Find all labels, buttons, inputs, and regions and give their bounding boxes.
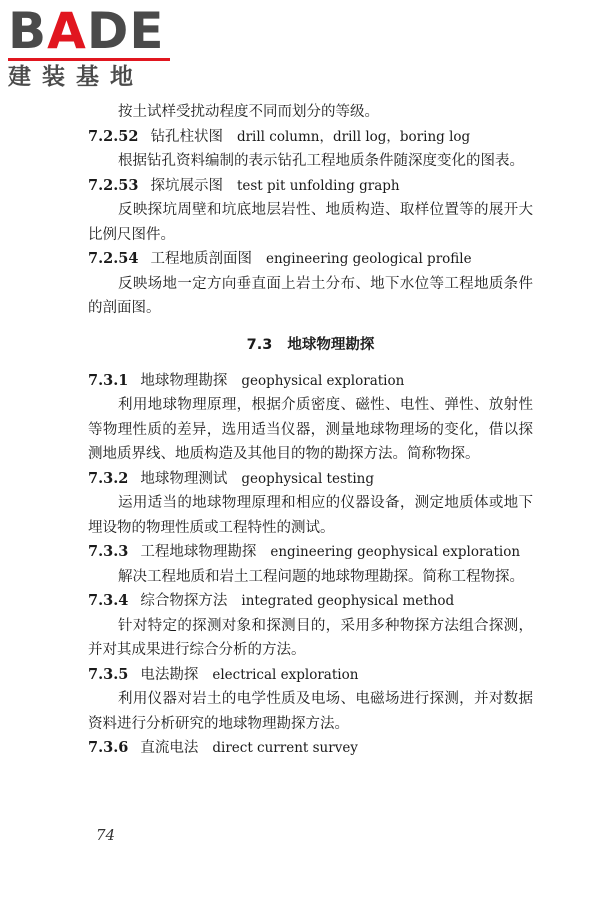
term-number: 7.3.2 [88, 469, 129, 487]
term-chinese-name: 综合物探方法 [140, 593, 228, 609]
page-content [88, 100, 533, 761]
logo-wordmark: BADE [8, 2, 165, 60]
term-entry [88, 174, 533, 199]
term-definition: 运用适当的地球物理原理和相应的仪器设备，测定地质体或地下埋设物的物理性质或工程特性的测试。 [88, 495, 533, 536]
term-definition: 反映探坑周壁和坑底地层岩性、地质构造、取样位置等的展开大比例尺图件。 [88, 202, 533, 243]
term-english-name: drill column，drill log，boring log [236, 128, 471, 145]
term-definition: 反映场地一定方向垂直面上岩土分布、地下水位等工程地质条件的剖面图。 [88, 275, 533, 316]
term-number: 7.2.53 [88, 176, 139, 194]
term-english-name: engineering geophysical exploration [270, 544, 521, 560]
term-english-name: geophysical exploration [241, 372, 405, 389]
term-entry [88, 467, 533, 492]
term-number: 7.2.52 [88, 127, 139, 145]
term-chinese-name: 直流电法 [140, 740, 199, 756]
term-number: 7.3.5 [88, 665, 129, 683]
term-number: 7.3.3 [88, 543, 129, 560]
term-number: 7.3.1 [88, 371, 129, 389]
term-chinese-name: 工程地球物理勘探 [140, 544, 257, 560]
term-definition: 利用地球物理原理，根据介质密度、磁性、电性、弹性、放射性等物理性质的差异，选用适当仪器，测量地球物理场的变化，借以探测地质界线、地质构造及其他目的物的勘探方法。简称物探。 [88, 397, 533, 462]
term-definition: 根据钻孔资料编制的表示钻孔工程地质条件随深度变化的图表。 [118, 153, 524, 169]
term-definition: 针对特定的探测对象和探测目的，采用多种物探方法组合探测，并对其成果进行综合分析的方法。 [88, 617, 533, 658]
term-chinese-name: 电法勘探 [140, 666, 199, 683]
term-entry [88, 540, 533, 565]
term-english-name: engineering geological profile [265, 251, 472, 267]
term-number: 7.3.4 [88, 592, 129, 609]
term-chinese-name: 钻孔柱状图 [150, 128, 223, 145]
page-number: 74 [96, 826, 116, 844]
term-chinese-name: 地球物理测试 [140, 470, 228, 487]
term-entry [88, 663, 533, 688]
intro-paragraph: 按土试样受扰动程度不同而划分的等级。 [118, 104, 379, 120]
term-definition: 解决工程地质和岩土工程问题的地球物理勘探。简称工程物探。 [118, 568, 524, 585]
term-definition: 利用仪器对岩土的电学性质及电场、电磁场进行探测，并对数据资料进行分析研究的地球物理勘探方法。 [88, 691, 533, 732]
term-english-name: test pit unfolding graph [236, 177, 400, 194]
term-chinese-name: 探坑展示图 [150, 177, 223, 194]
section-title: 地球物理勘探 [287, 336, 375, 353]
section-number: 7.3 [246, 336, 273, 353]
term-chinese-name: 工程地质剖面图 [150, 251, 252, 267]
term-english-name: geophysical testing [241, 470, 374, 487]
term-number: 7.3.6 [88, 739, 129, 756]
section-heading [88, 335, 533, 355]
term-entry [88, 736, 533, 761]
term-entry [88, 125, 533, 150]
term-chinese-name: 地球物理勘探 [140, 372, 228, 389]
term-entry [88, 369, 533, 394]
term-entry [88, 247, 533, 272]
term-entry [88, 589, 533, 614]
logo-chinese-text: 建装基地 [8, 64, 144, 90]
terms-after-section [88, 369, 533, 761]
terms-before-section [88, 125, 533, 321]
term-english-name: electrical exploration [212, 666, 359, 683]
term-number: 7.2.54 [88, 250, 139, 267]
term-english-name: direct current survey [212, 740, 358, 756]
brand-logo [8, 2, 178, 92]
term-english-name: integrated geophysical method [241, 593, 455, 609]
